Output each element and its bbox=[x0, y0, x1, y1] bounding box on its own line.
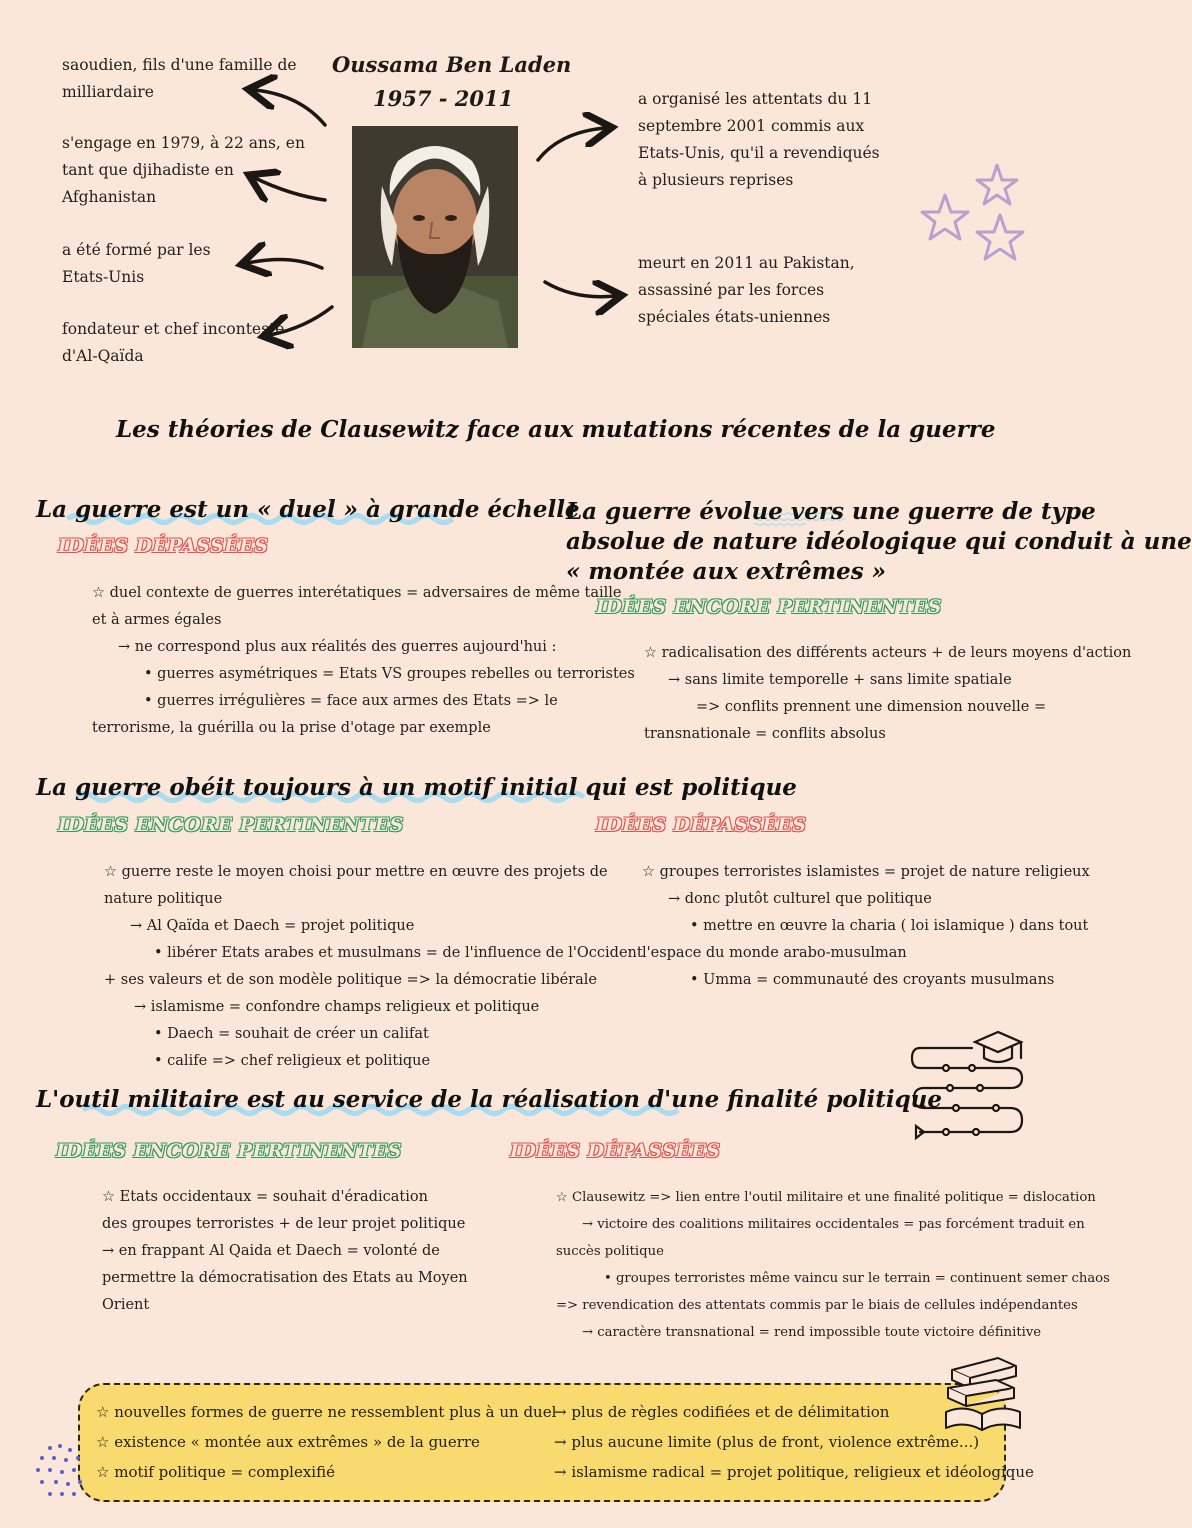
body-line: succès politique bbox=[556, 1244, 664, 1259]
star-doodle-icon bbox=[915, 160, 1030, 270]
body-line: transnationale = conflits absolus bbox=[644, 726, 886, 742]
body-line: ☆ duel contexte de guerres interétatiques = adversaires de même taille bbox=[92, 585, 622, 601]
body-line: ☆ Etats occidentaux = souhait d'éradication bbox=[102, 1189, 428, 1205]
dots-decoration-icon bbox=[30, 1440, 90, 1500]
section4-right-body bbox=[556, 1184, 1110, 1346]
body-line: ☆ radicalisation des différents acteurs + de leurs moyens d'action bbox=[644, 645, 1132, 661]
bio-note-line: s'engage en 1979, à 22 ans, en bbox=[62, 134, 305, 152]
body-line: • Daech = souhait de créer un califat bbox=[154, 1026, 429, 1042]
body-line: → en frappant Al Qaida et Daech = volonté de bbox=[102, 1243, 440, 1259]
body-line: • libérer Etats arabes et musulmans = de l'influence de l'Occident bbox=[154, 945, 643, 961]
bio-note-death bbox=[638, 250, 855, 331]
section2-body bbox=[644, 640, 1131, 748]
section3-heading: La guerre obéit toujours à un motif initial qui est politique bbox=[36, 774, 797, 801]
bio-note-line: milliardaire bbox=[62, 83, 154, 101]
section1-body bbox=[92, 580, 635, 742]
body-line: • guerres asymétriques = Etats VS groupes rebelles ou terroristes bbox=[144, 666, 635, 682]
bio-note-line: a organisé les attentats du 11 bbox=[638, 90, 873, 108]
bio-note-line: Etats-Unis bbox=[62, 268, 145, 286]
main-title: Les théories de Clausewitz face aux mutations récentes de la guerre bbox=[116, 416, 996, 443]
summary-line: → islamisme radical = projet politique, religieux et idéologique bbox=[554, 1463, 1034, 1481]
body-line: • groupes terroristes même vaincu sur le terrain = continuent semer chaos bbox=[604, 1271, 1110, 1286]
arrow-icon bbox=[255, 178, 325, 200]
body-line: l'espace du monde arabo-musulman bbox=[642, 945, 907, 961]
section3-right-body bbox=[642, 859, 1090, 994]
arrow-icon bbox=[248, 259, 322, 268]
arrow-icon bbox=[538, 128, 605, 160]
section4-badge-right: IDÉES DÉPASSÉES bbox=[510, 1140, 721, 1162]
body-line: → donc plutôt culturel que politique bbox=[668, 891, 932, 907]
heading-line: La guerre évolue vers une guerre de type bbox=[566, 498, 1096, 525]
body-line: des groupes terroristes + de leur projet politique bbox=[102, 1216, 466, 1232]
body-line: • Umma = communauté des croyants musulmans bbox=[690, 972, 1055, 988]
body-line: • calife => chef religieux et politique bbox=[154, 1053, 431, 1069]
body-line: ☆ groupes terroristes islamistes = projet de nature religieux bbox=[642, 864, 1090, 880]
bio-note-line: à plusieurs reprises bbox=[638, 171, 794, 189]
body-line: → victoire des coalitions militaires occidentales = pas forcément traduit en bbox=[582, 1217, 1085, 1232]
body-line: Orient bbox=[102, 1297, 150, 1313]
section3-left-body bbox=[104, 859, 643, 1075]
body-line: => revendication des attentats commis par le biais de cellules indépendantes bbox=[556, 1298, 1078, 1313]
summary-line: ☆ motif politique = complexifié bbox=[96, 1463, 335, 1481]
arrow-icon bbox=[255, 90, 325, 125]
bio-note-line: a été formé par les bbox=[62, 241, 211, 259]
body-line: terrorisme, la guérilla ou la prise d'otage par exemple bbox=[92, 720, 491, 736]
bio-note-line: septembre 2001 commis aux bbox=[638, 117, 865, 135]
summary-line: ☆ nouvelles formes de guerre ne ressemblent plus à un duel bbox=[96, 1403, 557, 1421]
section4-left-body bbox=[102, 1184, 468, 1319]
bio-note-line: Afghanistan bbox=[62, 188, 157, 206]
body-line: • mettre en œuvre la charia ( loi islamique ) dans tout bbox=[690, 918, 1089, 934]
bio-note-line: Etats-Unis, qu'il a revendiqués bbox=[638, 144, 880, 162]
summary-line: ☆ existence « montée aux extrêmes » de la guerre bbox=[96, 1433, 480, 1451]
bio-note-line: d'Al-Qaïda bbox=[62, 347, 144, 365]
section1-heading: La guerre est un « duel » à grande échelle bbox=[36, 496, 580, 523]
bio-arrows bbox=[230, 70, 650, 360]
section3-badge-right: IDÉES DÉPASSÉES bbox=[596, 814, 807, 836]
books-icon bbox=[938, 1352, 1030, 1434]
body-line: → ne correspond plus aux réalités des guerres aujourd'hui : bbox=[118, 639, 557, 655]
bio-note-line: assassiné par les forces bbox=[638, 281, 825, 299]
body-line: → islamisme = confondre champs religieux et politique bbox=[134, 999, 540, 1015]
section4-badge-left: IDÉES ENCORE PERTINENTES bbox=[56, 1140, 402, 1162]
arrow-icon bbox=[270, 307, 332, 335]
bio-note-line: saoudien, fils d'une famille de bbox=[62, 56, 297, 74]
body-line: • guerres irrégulières = face aux armes des Etats => le bbox=[144, 693, 558, 709]
section4-heading: L'outil militaire est au service de la réalisation d'une finalité politique bbox=[36, 1086, 943, 1113]
bio-note-line: meurt en 2011 au Pakistan, bbox=[638, 254, 855, 272]
body-line: permettre la démocratisation des Etats au Moyen bbox=[102, 1270, 468, 1286]
body-line: + ses valeurs et de son modèle politique => la démocratie libérale bbox=[104, 972, 597, 988]
bio-note-line: spéciales états-uniennes bbox=[638, 308, 831, 326]
bio-note-line: fondateur et chef incontesté bbox=[62, 320, 285, 338]
heading-line: absolue de nature idéologique qui conduit à une bbox=[566, 528, 1192, 555]
heading-line: « montée aux extrêmes » bbox=[566, 558, 887, 585]
section2-heading bbox=[566, 497, 1192, 587]
bio-dates: 1957 - 2011 bbox=[373, 86, 514, 111]
bio-name: Oussama Ben Laden bbox=[332, 52, 572, 77]
section1-badge: IDÉES DÉPASSÉES bbox=[58, 535, 269, 557]
body-line: => conflits prennent une dimension nouvelle = bbox=[696, 699, 1047, 715]
bio-note-line: tant que djihadiste en bbox=[62, 161, 234, 179]
bio-note-trained bbox=[62, 237, 211, 291]
body-line: ☆ guerre reste le moyen choisi pour mettre en œuvre des projets de bbox=[104, 864, 608, 880]
arrow-icon bbox=[545, 282, 615, 297]
section3-badge-left: IDÉES ENCORE PERTINENTES bbox=[58, 814, 404, 836]
body-line: ☆ Clausewitz => lien entre l'outil militaire et une finalité politique = dislocation bbox=[556, 1190, 1096, 1205]
body-line: → Al Qaïda et Daech = projet politique bbox=[130, 918, 415, 934]
body-line: et à armes égales bbox=[92, 612, 222, 628]
body-line: → caractère transnational = rend impossible toute victoire définitive bbox=[582, 1325, 1042, 1340]
bio-note-attacks bbox=[638, 86, 880, 194]
summary-line: → plus de règles codifiées et de délimitation bbox=[554, 1403, 890, 1421]
summary-left bbox=[96, 1397, 556, 1487]
body-line: → sans limite temporelle + sans limite spatiale bbox=[668, 672, 1012, 688]
summary-line: → plus aucune limite (plus de front, violence extrême...) bbox=[554, 1433, 980, 1451]
section2-badge: IDÉES ENCORE PERTINENTES bbox=[596, 596, 942, 618]
body-line: nature politique bbox=[104, 891, 223, 907]
